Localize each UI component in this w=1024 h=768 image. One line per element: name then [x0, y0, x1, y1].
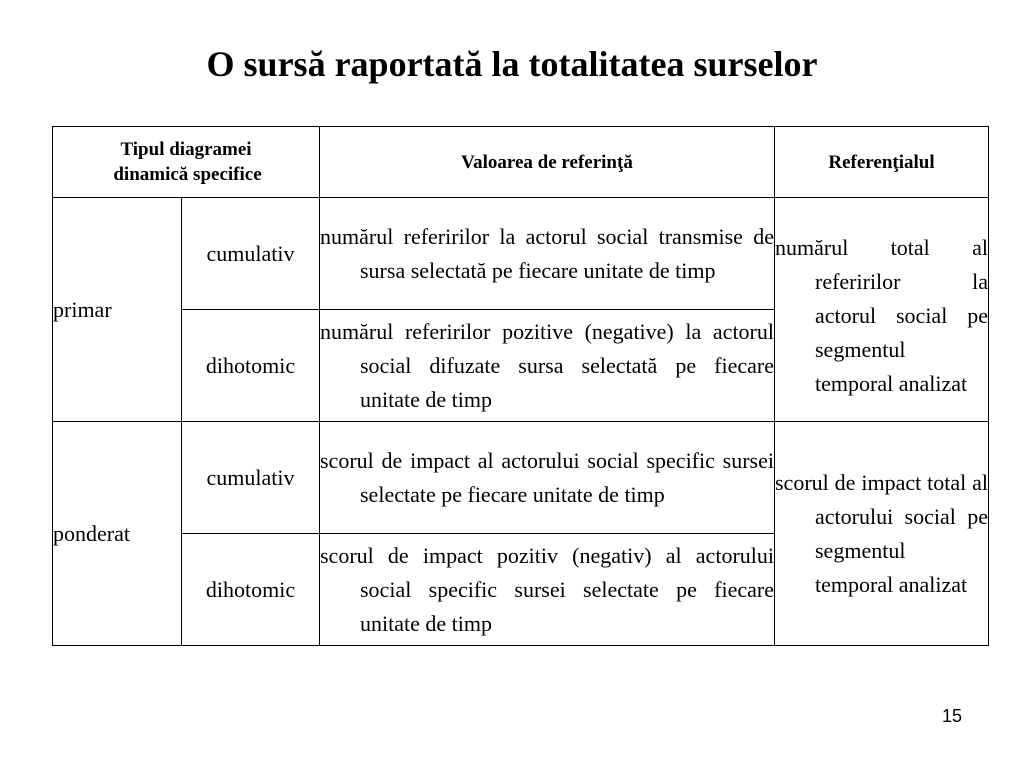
subtype-cell: cumulativ: [182, 198, 320, 310]
table-row: [53, 198, 989, 310]
reference-value-cell: [320, 422, 775, 534]
reference-table: [52, 126, 989, 646]
slide-title: O sursă raportată la totalitatea surselor: [206, 44, 818, 84]
header-diagram-type-line1: Tipul diagramei: [120, 139, 252, 160]
reference-value-text: scorul de impact pozitiv (negativ) al actorului social specific sursei selectate pe fiecare unitate de timp: [320, 542, 774, 636]
reference-value-text: numărul referirilor pozitive (negative) la actorul social difuzate sursa selectată pe fiecare unitate de timp: [320, 318, 774, 412]
header-reference-value: Valoarea de referinţă: [320, 127, 775, 198]
referential-cell: [775, 422, 989, 646]
reference-value-text: numărul referirilor la actorul social transmise de sursa selectată pe fiecare unitate de timp: [320, 223, 774, 283]
reference-value-cell: [320, 198, 775, 310]
reference-value-cell: [320, 310, 775, 422]
subtype-cell: dihotomic: [182, 310, 320, 422]
header-diagram-type: [53, 127, 320, 198]
page-number: 15: [941, 706, 962, 726]
group-label-ponderat: ponderat: [53, 422, 182, 646]
reference-value-cell: [320, 534, 775, 646]
subtype-cell: dihotomic: [182, 534, 320, 646]
header-row: [53, 127, 989, 198]
group-label-primar: primar: [53, 198, 182, 422]
reference-value-text: scorul de impact al actorului social specific sursei selectate pe fiecare unitate de timp: [320, 447, 774, 507]
header-diagram-type-line2: dinamică specifice: [113, 164, 262, 185]
subtype-cell: cumulativ: [182, 422, 320, 534]
table-row: [53, 422, 989, 534]
header-referential: Referenţialul: [775, 127, 989, 198]
referential-text: numărul total al referirilor la actorul social pe segmentul temporal analizat: [775, 234, 988, 396]
referential-text: scorul de impact total al actorului social pe segmentul temporal analizat: [775, 469, 988, 597]
referential-cell: [775, 198, 989, 422]
